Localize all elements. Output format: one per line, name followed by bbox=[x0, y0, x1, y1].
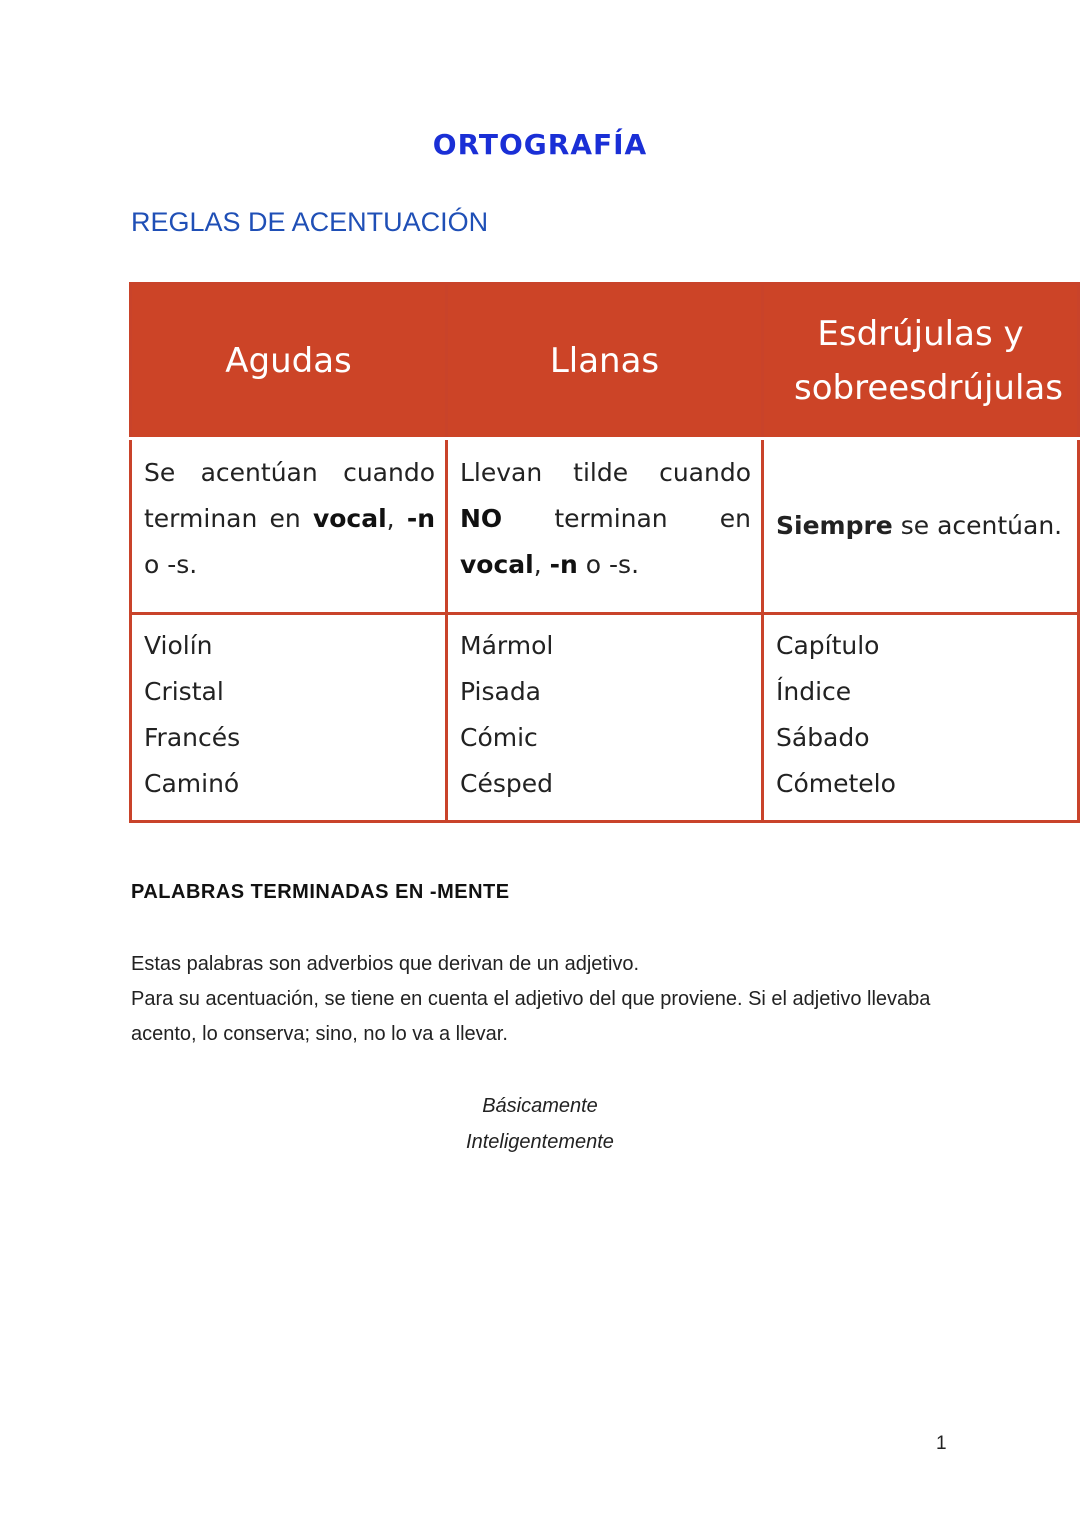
header-agudas: Agudas bbox=[131, 284, 447, 439]
rule-llanas bbox=[447, 439, 763, 614]
list-item: Mármol bbox=[460, 631, 554, 660]
accentuation-rules-table bbox=[129, 282, 1080, 823]
table-rule-row bbox=[131, 439, 1079, 614]
list-item: Índice bbox=[776, 677, 852, 706]
list-item: Cómic bbox=[460, 723, 538, 752]
section-heading: REGLAS DE ACENTUACIÓN bbox=[131, 207, 489, 237]
table-examples-row bbox=[131, 614, 1079, 822]
list-item: Cristal bbox=[144, 677, 224, 706]
rule-agudas-text: Se acentúan cuando terminan en vocal, -n o -s. bbox=[144, 458, 435, 579]
list-item: Césped bbox=[460, 769, 553, 798]
examples-llanas bbox=[447, 614, 763, 822]
table-header-row bbox=[131, 284, 1079, 439]
mente-example: Inteligentemente bbox=[466, 1131, 614, 1153]
header-esdrujulas bbox=[763, 284, 1079, 439]
paragraph-2: Para su acentuación, se tiene en cuenta el adjetivo del que proviene. Si el adjetivo llevaba acento, lo conserva; sino, no lo va a llevar. bbox=[131, 988, 931, 1045]
examples-agudas bbox=[131, 614, 447, 822]
examples-esdrujulas bbox=[763, 614, 1079, 822]
header-llanas: Llanas bbox=[447, 284, 763, 439]
list-item: Capítulo bbox=[776, 631, 880, 660]
list-item: Sábado bbox=[776, 723, 870, 752]
rule-esdrujulas bbox=[763, 439, 1079, 614]
rule-esdrujulas-text: Siempre se acentúan. bbox=[776, 511, 1063, 540]
mente-heading: PALABRAS TERMINADAS EN -MENTE bbox=[131, 881, 510, 903]
paragraph-1: Estas palabras son adverbios que derivan de un adjetivo. bbox=[131, 953, 640, 975]
header-esdrujulas-text: Esdrújulas y sobreesdrújulas bbox=[794, 313, 1063, 408]
list-item: Francés bbox=[144, 723, 241, 752]
mente-example: Básicamente bbox=[482, 1095, 598, 1117]
mente-examples bbox=[0, 1088, 1080, 1160]
list-item: Pisada bbox=[460, 677, 542, 706]
page-title: ORTOGRAFÍA bbox=[432, 128, 648, 161]
list-item: Caminó bbox=[144, 769, 240, 798]
rule-agudas bbox=[131, 439, 447, 614]
page-number: 1 bbox=[936, 1433, 947, 1454]
list-item: Violín bbox=[144, 631, 213, 660]
rule-llanas-text: Llevan tilde cuando NO terminan en vocal, -n o -s. bbox=[460, 458, 751, 579]
list-item: Cómetelo bbox=[776, 769, 896, 798]
